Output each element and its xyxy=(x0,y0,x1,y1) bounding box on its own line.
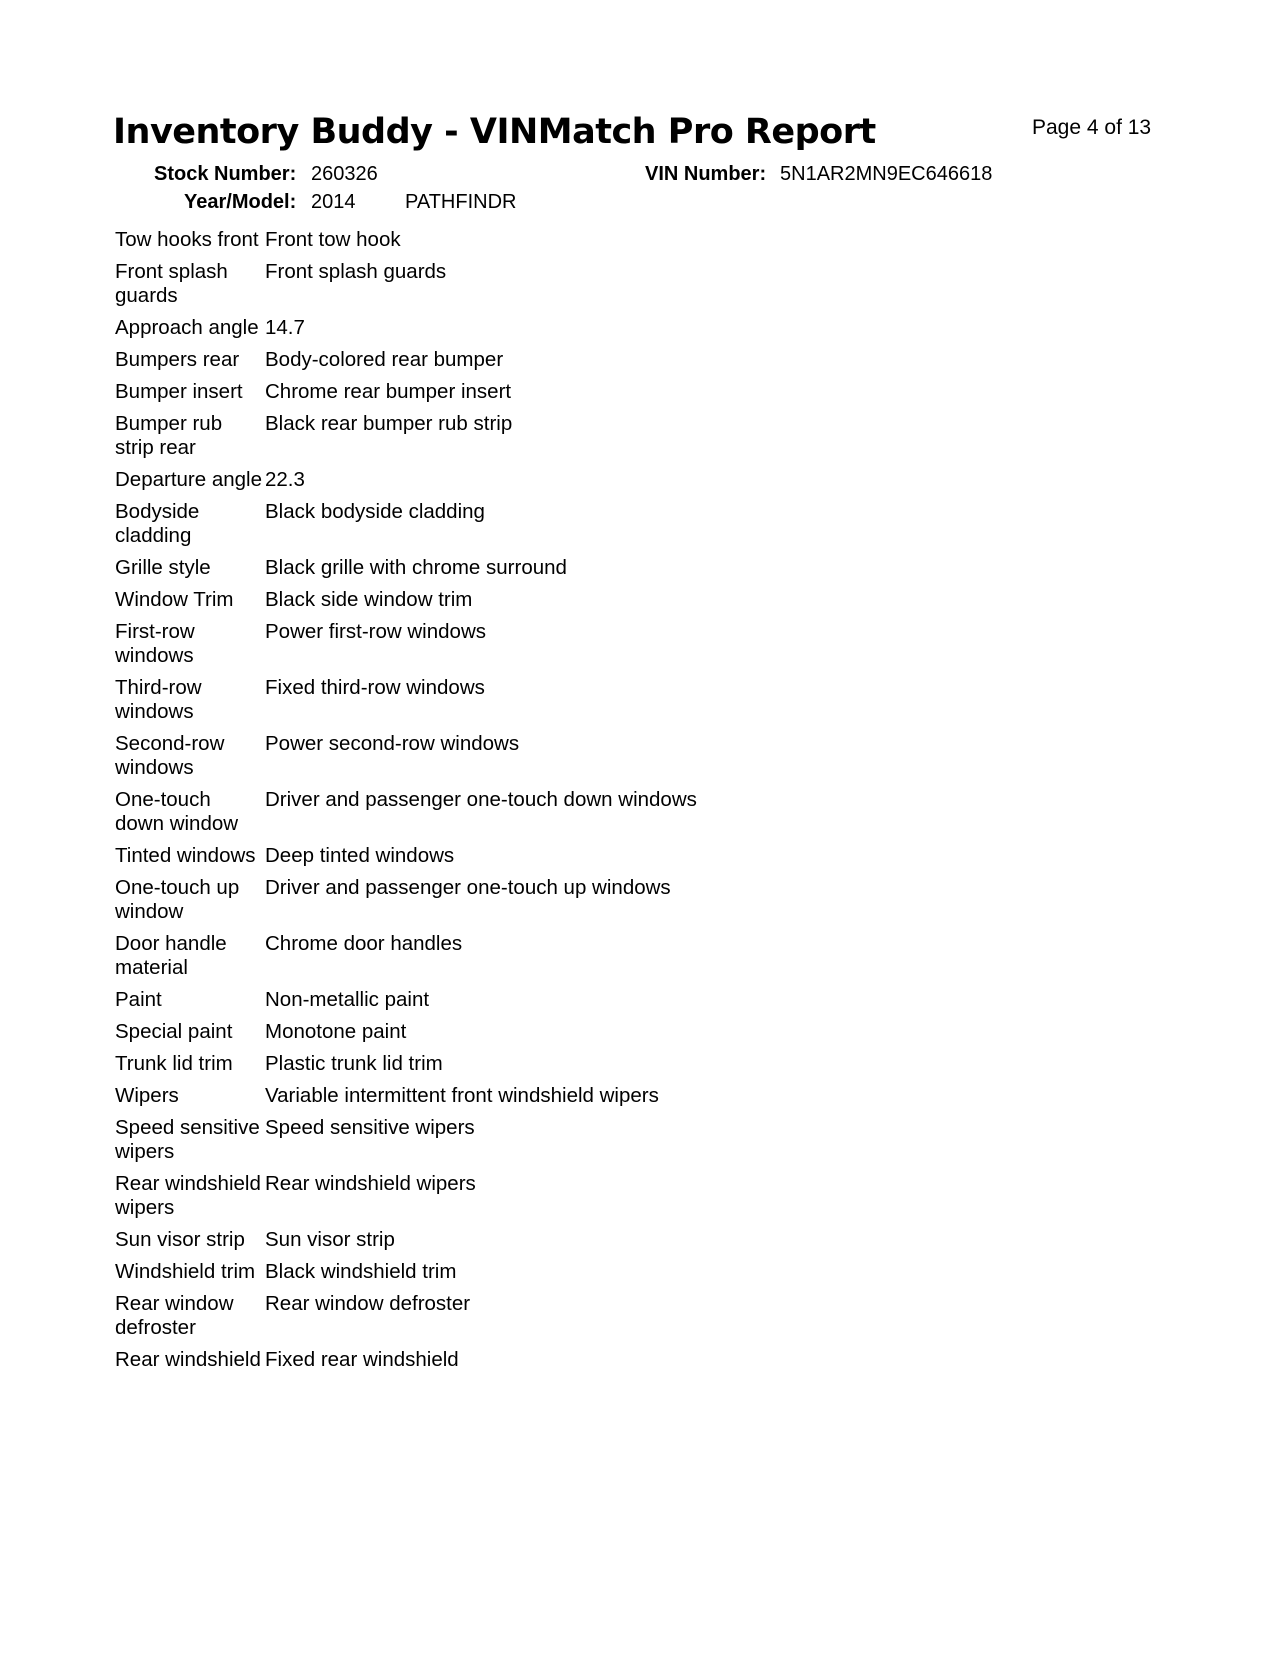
model-value: PATHFINDR xyxy=(405,191,517,213)
spec-label: Rear window defroster xyxy=(115,1292,234,1339)
spec-value: Driver and passenger one-touch up windows xyxy=(265,876,671,899)
spec-value: Power second-row windows xyxy=(265,732,520,755)
spec-value: Chrome rear bumper insert xyxy=(265,380,512,403)
year-model-label: Year/Model: xyxy=(184,191,297,213)
spec-label: Approach angle xyxy=(115,316,259,339)
spec-label: Paint xyxy=(115,988,162,1011)
spec-row xyxy=(115,348,697,372)
spec-row xyxy=(115,380,697,404)
spec-value: Fixed third-row windows xyxy=(265,676,485,699)
spec-value: Front splash guards xyxy=(265,260,447,283)
spec-label: Special paint xyxy=(115,1020,233,1043)
spec-value: Chrome door handles xyxy=(265,932,463,955)
spec-label: Second-row windows xyxy=(115,732,225,779)
spec-label: One-touch up window xyxy=(115,876,240,923)
spec-label: Rear windshield wipers xyxy=(115,1172,261,1219)
stock-number-label: Stock Number: xyxy=(154,163,297,185)
spec-value: Rear windshield wipers xyxy=(265,1172,476,1195)
year-value: 2014 xyxy=(311,191,356,213)
spec-label: Rear windshield xyxy=(115,1348,261,1371)
spec-label: Bumper insert xyxy=(115,380,243,403)
spec-label: Third-row windows xyxy=(115,676,202,723)
spec-row xyxy=(115,844,697,868)
spec-value: Rear window defroster xyxy=(265,1292,471,1315)
spec-label: Bodyside cladding xyxy=(115,500,200,547)
spec-value: Driver and passenger one-touch down windows xyxy=(265,788,697,811)
spec-row xyxy=(115,876,697,924)
spec-row xyxy=(115,412,697,460)
spec-row xyxy=(115,228,697,252)
spec-label: Tinted windows xyxy=(115,844,256,867)
spec-label: Wipers xyxy=(115,1084,179,1107)
spec-label: Sun visor strip xyxy=(115,1228,245,1251)
spec-row xyxy=(115,468,697,492)
spec-value: Deep tinted windows xyxy=(265,844,455,867)
spec-row xyxy=(115,316,697,340)
spec-label: Bumpers rear xyxy=(115,348,240,371)
spec-row xyxy=(115,1020,697,1044)
spec-row xyxy=(115,500,697,548)
spec-row xyxy=(115,620,697,668)
spec-value: Black bodyside cladding xyxy=(265,500,485,523)
spec-value: Sun visor strip xyxy=(265,1228,395,1251)
spec-label: First-row windows xyxy=(115,620,195,667)
spec-label: Front splash guards xyxy=(115,260,228,307)
spec-row xyxy=(115,1292,697,1340)
spec-value: Speed sensitive wipers xyxy=(265,1116,475,1139)
spec-value: Front tow hook xyxy=(265,228,401,251)
spec-value: Black grille with chrome surround xyxy=(265,556,567,579)
spec-label: One-touch down window xyxy=(115,788,239,835)
spec-row xyxy=(115,1348,697,1372)
spec-row xyxy=(115,676,697,724)
spec-row xyxy=(115,1260,697,1284)
spec-value: Plastic trunk lid trim xyxy=(265,1052,443,1075)
spec-value: 22.3 xyxy=(265,468,305,491)
spec-row xyxy=(115,1116,697,1164)
spec-row xyxy=(115,732,697,780)
spec-row xyxy=(115,1228,697,1252)
vin-number-label: VIN Number: xyxy=(645,163,767,185)
spec-label: Grille style xyxy=(115,556,211,579)
stock-number-value: 260326 xyxy=(311,163,378,185)
spec-label: Tow hooks front xyxy=(115,228,259,251)
spec-label: Window Trim xyxy=(115,588,234,611)
spec-label: Trunk lid trim xyxy=(115,1052,233,1075)
spec-value: Monotone paint xyxy=(265,1020,407,1043)
spec-label: Speed sensitive wipers xyxy=(115,1116,260,1163)
spec-row xyxy=(115,260,697,308)
vin-number-value: 5N1AR2MN9EC646618 xyxy=(780,163,993,185)
spec-label: Door handle material xyxy=(115,932,227,979)
spec-value: Fixed rear windshield xyxy=(265,1348,459,1371)
spec-value: Body-colored rear bumper xyxy=(265,348,504,371)
spec-value: Black rear bumper rub strip xyxy=(265,412,513,435)
spec-row xyxy=(115,1084,697,1108)
spec-value: Black windshield trim xyxy=(265,1260,457,1283)
spec-row xyxy=(115,988,697,1012)
spec-value: Non-metallic paint xyxy=(265,988,430,1011)
spec-table xyxy=(115,228,697,1380)
spec-label: Departure angle xyxy=(115,468,263,491)
spec-row xyxy=(115,1052,697,1076)
spec-label: Bumper rub strip rear xyxy=(115,412,223,459)
spec-label: Windshield trim xyxy=(115,1260,256,1283)
spec-value: Variable intermittent front windshield wipers xyxy=(265,1084,659,1107)
report-title: Inventory Buddy - VINMatch Pro Report xyxy=(113,112,876,152)
spec-row xyxy=(115,932,697,980)
spec-value: Power first-row windows xyxy=(265,620,486,643)
spec-row xyxy=(115,588,697,612)
page-number: Page 4 of 13 xyxy=(1032,116,1152,139)
spec-value: Black side window trim xyxy=(265,588,473,611)
spec-row xyxy=(115,1172,697,1220)
spec-row xyxy=(115,788,697,836)
spec-value: 14.7 xyxy=(265,316,305,339)
spec-row xyxy=(115,556,697,580)
